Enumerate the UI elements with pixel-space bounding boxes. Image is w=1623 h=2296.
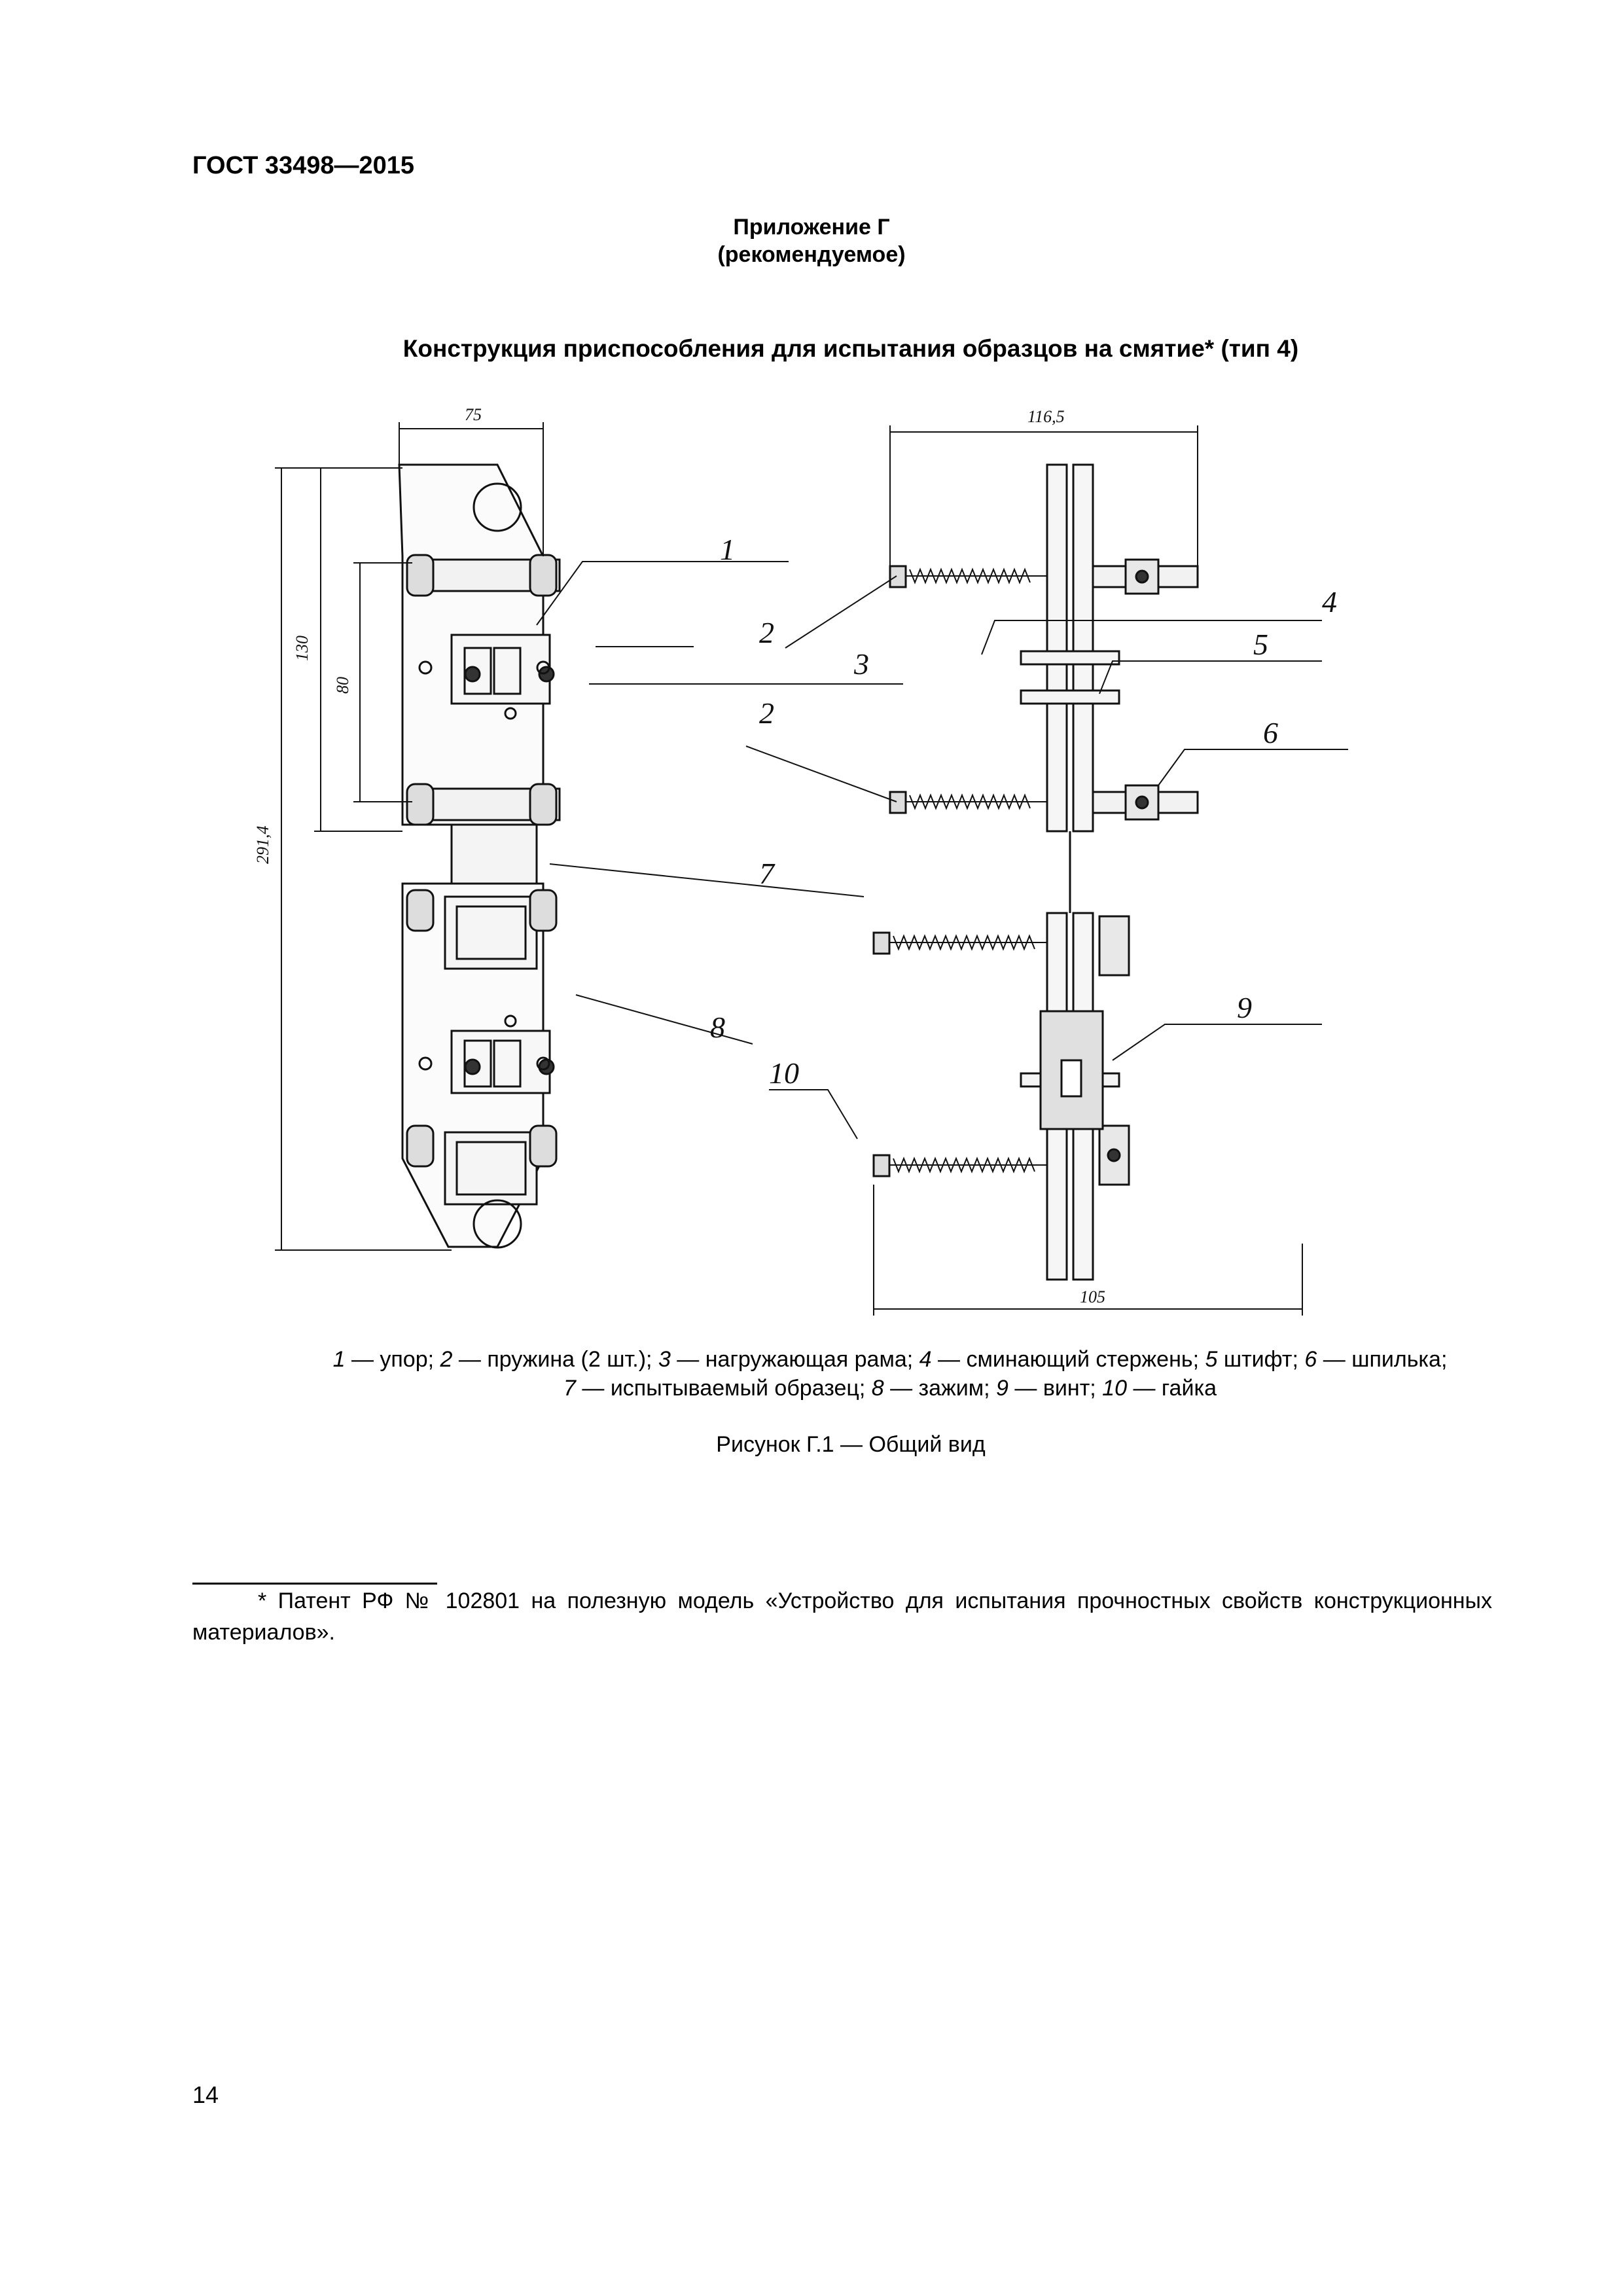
dim-height-frame: 130 <box>293 636 312 661</box>
page-number: 14 <box>192 2081 219 2108</box>
figure-caption: Рисунок Г.1 — Общий вид <box>716 1432 986 1457</box>
footnote <box>192 1585 1492 1648</box>
legend-num-1: 1 <box>332 1347 346 1372</box>
legend-text-1: — упор; <box>345 1347 440 1372</box>
appendix-heading <box>0 213 1623 268</box>
legend-text-3: — нагружающая рама; <box>670 1347 919 1372</box>
legend-num-8: 8 <box>871 1376 884 1401</box>
callout-2-lower: 2 <box>759 696 774 730</box>
legend-num-10: 10 <box>1102 1376 1127 1401</box>
dim-side-top: 116,5 <box>1027 407 1065 426</box>
legend-text-2: — пружина (2 шт.); <box>452 1347 658 1372</box>
appendix-status: (рекомендуемое) <box>717 242 906 267</box>
footnote-text: * Патент РФ № 102801 на полезную модель «Устройство для испытания прочностных свойств конструкционных материалов». <box>192 1588 1492 1645</box>
dim-side-bottom: 105 <box>1080 1287 1105 1306</box>
legend-num-7: 7 <box>563 1376 576 1401</box>
callout-6: 6 <box>1263 716 1278 749</box>
callout-3: 3 <box>854 647 869 681</box>
footnote-separator <box>192 1583 437 1585</box>
callout-10: 10 <box>769 1056 799 1090</box>
dim-height-inner: 80 <box>333 677 352 694</box>
document-header: ГОСТ 33498—2015 <box>192 152 415 179</box>
figure-legend <box>249 1345 1531 1403</box>
legend-text-5: штифт; <box>1217 1347 1305 1372</box>
legend-text-9: — винт; <box>1008 1376 1103 1401</box>
legend-num-5: 5 <box>1205 1347 1218 1372</box>
legend-text-10: — гайка <box>1127 1376 1217 1401</box>
front-view <box>399 465 560 1247</box>
callout-leaders <box>537 562 1348 1139</box>
legend-text-8: — зажим; <box>883 1376 997 1401</box>
legend-text-4: — сминающий стержень; <box>931 1347 1205 1372</box>
callout-1: 1 <box>720 533 735 566</box>
callout-4: 4 <box>1322 585 1337 619</box>
legend-num-4: 4 <box>919 1347 932 1372</box>
legend-num-6: 6 <box>1304 1347 1317 1372</box>
legend-text-7: — испытываемый образец; <box>575 1376 872 1401</box>
callout-8: 8 <box>710 1011 725 1044</box>
callout-2-upper: 2 <box>759 616 774 649</box>
figure-title: Конструкция приспособления для испытания образцов на смятие* (тип 4) <box>402 335 1299 362</box>
callout-7: 7 <box>759 857 774 890</box>
side-view <box>874 465 1198 1280</box>
dim-width-top: 75 <box>465 405 482 424</box>
callout-9: 9 <box>1237 991 1252 1024</box>
appendix-title: Приложение Г <box>733 215 890 240</box>
dim-height-overall: 291,4 <box>253 825 272 864</box>
callout-5: 5 <box>1253 628 1268 661</box>
technical-drawing <box>236 393 1361 1335</box>
legend-num-3: 3 <box>658 1347 671 1372</box>
legend-text-6: — шпилька; <box>1317 1347 1448 1372</box>
legend-num-2: 2 <box>440 1347 453 1372</box>
legend-num-9: 9 <box>996 1376 1008 1401</box>
